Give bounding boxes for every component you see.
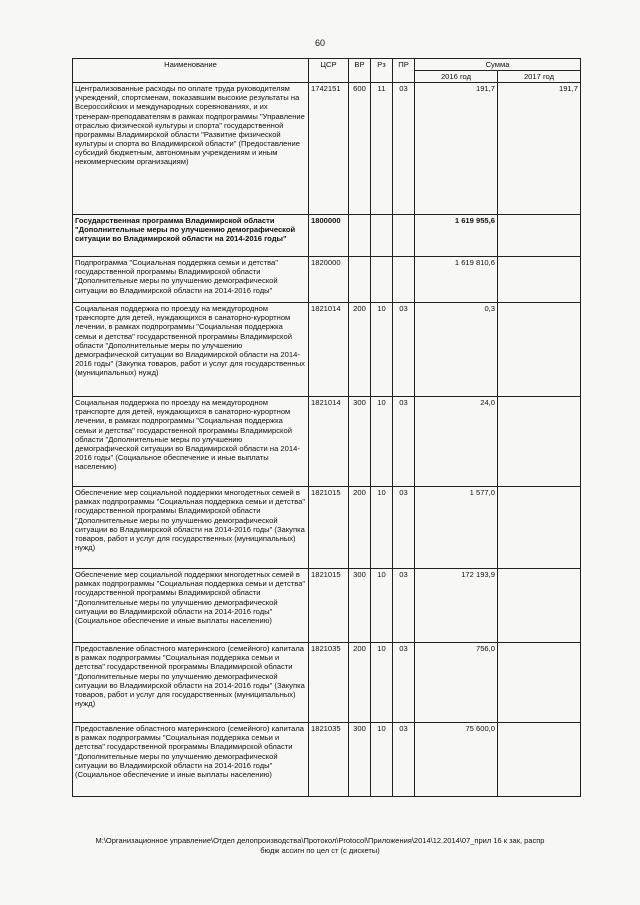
cell-2017: 191,7: [498, 83, 581, 215]
budget-table: [72, 58, 581, 797]
cell-csr: 1800000: [309, 215, 349, 257]
cell-pr: 03: [393, 487, 415, 569]
table-row: [73, 215, 581, 257]
cell-rz: 10: [371, 303, 393, 397]
cell-pr: 03: [393, 723, 415, 797]
cell-2017: [498, 257, 581, 303]
cell-csr: 1821015: [309, 487, 349, 569]
cell-rz: 10: [371, 723, 393, 797]
cell-name: Предоставление областного материнского (семейного) капитала в рамках подпрограммы "Социальная поддержка семьи и детства" государственной программы Владимирской области "Дополнительные меры по улучшению демографической ситуации во Владимирской области на 2014-2016 годы" (Социальное обеспечение и иные выплаты населению): [73, 723, 309, 797]
cell-name: Предоставление областного материнского (семейного) капитала в рамках подпрограммы "Социальная поддержка семьи и детства" государственной программы Владимирской области "Дополнительные меры по улучшению демографической ситуации во Владимирской области на 2014-2016 годы" (Закупка товаров, работ и услуг для государственных (муниципальных) нужд): [73, 643, 309, 723]
header-row: [73, 59, 581, 71]
table-body: [73, 83, 581, 797]
cell-pr: 03: [393, 643, 415, 723]
cell-2016: 24,0: [415, 397, 498, 487]
header-rz: Рз: [371, 59, 393, 83]
cell-2016: 756,0: [415, 643, 498, 723]
cell-pr: 03: [393, 303, 415, 397]
table-row: [73, 83, 581, 215]
cell-name: Социальная поддержка по проезду на междугородном транспорте для детей, нуждающихся в санаторно-курортном лечении, в рамках подпрограммы "Социальная поддержка семьи и детства" государственной программы Владимирской области "Дополнительные меры по улучшению демографической ситуации во Владимирской области на 2014-2016 годы" (Социальное обеспечение и иные выплаты населению): [73, 397, 309, 487]
footer-line-1: M:\Организационное управление\Отдел делопроизводства\Протокол\Protocol\Приложения\2014\12.2014\07_прил 16 к зак, распр: [95, 836, 545, 845]
cell-name: Социальная поддержка по проезду на междугородном транспорте для детей, нуждающихся в санаторно-курортном лечении, в рамках подпрограммы "Социальная поддержка семьи и детства" государственной программы Владимирской области "Дополнительные меры по улучшению демографической ситуации во Владимирской области на 2014-2016 годы" (Закупка товаров, работ и услуг для государственных (муниципальных) нужд): [73, 303, 309, 397]
header-vr: ВР: [349, 59, 371, 83]
cell-name: Обеспечение мер социальной поддержки многодетных семей в рамках подпрограммы "Социальная поддержка семьи и детства" государственной программы Владимирской области "Дополнительные меры по улучшению демографической ситуации во Владимирской области на 2014-2016 годы" (Закупка товаров, работ и услуг для государственных (муниципальных) нужд): [73, 487, 309, 569]
cell-name: Централизованные расходы по оплате труда руководителям учреждений, спортсменам, показавшим высокие результаты на Всероссийских и международных соревнованиях, и их тренерам-преподавателям в рамках подпрограммы "Управление отраслью физической культуры и спорта" государственной программы Владимирской области "Развитие физической культуры и спорта во Владимирской области" (Предоставление субсидий бюджетным, автономным учреждениям и иным некоммерческим организациям): [73, 83, 309, 215]
table-row: [73, 569, 581, 643]
cell-2017: [498, 487, 581, 569]
header-year-2017: 2017 год: [498, 71, 581, 83]
cell-vr: 200: [349, 487, 371, 569]
cell-pr: [393, 215, 415, 257]
cell-rz: [371, 257, 393, 303]
cell-pr: 03: [393, 83, 415, 215]
header-name: Наименование: [73, 59, 309, 83]
cell-2017: [498, 569, 581, 643]
cell-csr: 1821035: [309, 643, 349, 723]
cell-2016: 0,3: [415, 303, 498, 397]
footer-file-path: [50, 836, 590, 856]
cell-name: Обеспечение мер социальной поддержки многодетных семей в рамках подпрограммы "Социальная поддержка семьи и детства" государственной программы Владимирской области "Дополнительные меры по улучшению демографической ситуации во Владимирской области на 2014-2016 годы" (Социальное обеспечение и иные выплаты населению): [73, 569, 309, 643]
cell-2017: [498, 215, 581, 257]
cell-2016: 1 619 810,6: [415, 257, 498, 303]
cell-pr: 03: [393, 569, 415, 643]
cell-2016: 172 193,9: [415, 569, 498, 643]
table-row: [73, 723, 581, 797]
cell-rz: 10: [371, 397, 393, 487]
footer-line-2: бюдж ассигн по цел ст (с дискеты): [260, 846, 380, 856]
cell-rz: 10: [371, 487, 393, 569]
cell-csr: 1821014: [309, 303, 349, 397]
cell-csr: 1742151: [309, 83, 349, 215]
cell-2016: 1 619 955,6: [415, 215, 498, 257]
cell-2017: [498, 723, 581, 797]
cell-csr: 1821035: [309, 723, 349, 797]
cell-pr: [393, 257, 415, 303]
table-row: [73, 397, 581, 487]
header-year-2016: 2016 год: [415, 71, 498, 83]
cell-rz: [371, 215, 393, 257]
cell-rz: 11: [371, 83, 393, 215]
cell-vr: 200: [349, 643, 371, 723]
cell-2017: [498, 303, 581, 397]
cell-vr: [349, 257, 371, 303]
header-sum: Сумма: [415, 59, 581, 71]
cell-vr: [349, 215, 371, 257]
cell-vr: 300: [349, 397, 371, 487]
table-row: [73, 257, 581, 303]
cell-2017: [498, 397, 581, 487]
cell-vr: 300: [349, 723, 371, 797]
page-number: 60: [314, 38, 325, 48]
table-row: [73, 303, 581, 397]
cell-csr: 1821015: [309, 569, 349, 643]
cell-pr: 03: [393, 397, 415, 487]
table-row: [73, 643, 581, 723]
cell-2016: 1 577,0: [415, 487, 498, 569]
header-pr: ПР: [393, 59, 415, 83]
cell-2016: 191,7: [415, 83, 498, 215]
header-csr: ЦСР: [309, 59, 349, 83]
cell-2016: 75 600,0: [415, 723, 498, 797]
cell-csr: 1821014: [309, 397, 349, 487]
cell-csr: 1820000: [309, 257, 349, 303]
table-row: [73, 487, 581, 569]
cell-2017: [498, 643, 581, 723]
cell-rz: 10: [371, 569, 393, 643]
cell-name: Подпрограмма "Социальная поддержка семьи и детства" государственной программы Владимирской области "Дополнительные меры по улучшению демографической ситуации во Владимирской области на 2014-2016 годы": [73, 257, 309, 303]
cell-vr: 300: [349, 569, 371, 643]
cell-vr: 600: [349, 83, 371, 215]
cell-vr: 200: [349, 303, 371, 397]
cell-rz: 10: [371, 643, 393, 723]
cell-name: Государственная программа Владимирской области "Дополнительные меры по улучшению демографической ситуации во Владимирской области на 2014-2016 годы": [73, 215, 309, 257]
